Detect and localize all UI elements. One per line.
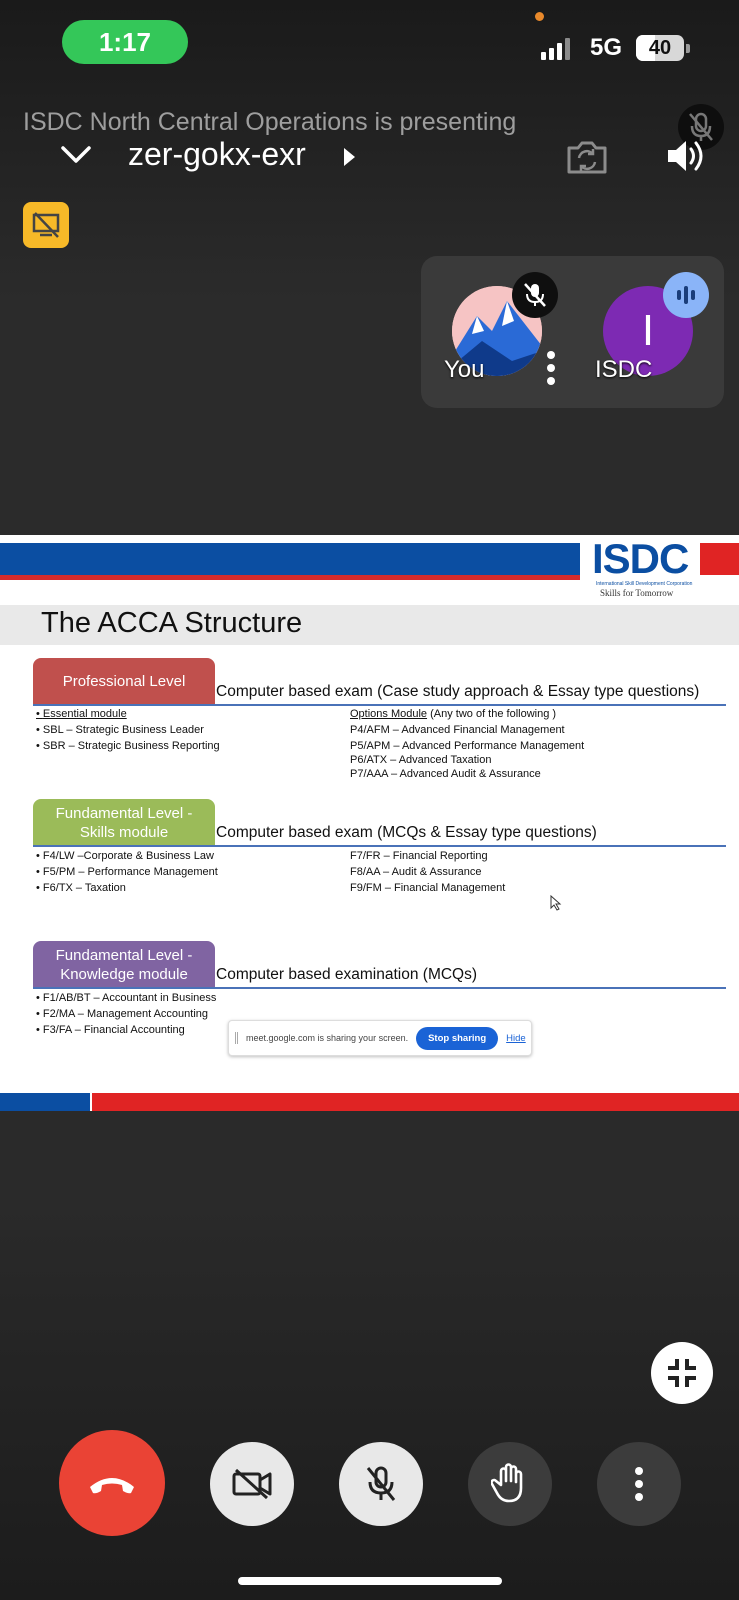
participant-label-isdc: ISDC (595, 356, 653, 383)
share-banner-text: meet.google.com is sharing your screen. (246, 1033, 409, 1043)
options-module-heading: Options Module (Any two of the following ) (350, 708, 557, 720)
more-vert-icon[interactable] (545, 350, 557, 386)
meeting-code[interactable]: zer-gokx-exr (128, 136, 306, 172)
mouse-cursor-icon (550, 895, 562, 911)
list-item: F9/FM – Financial Management (350, 882, 506, 894)
raise-hand-icon (491, 1463, 529, 1505)
battery-nub (686, 44, 690, 53)
list-item: P6/ATX – Advanced Taxation (350, 754, 492, 766)
list-item: F7/FR – Financial Reporting (350, 850, 488, 862)
logo-tagline: Skills for Tomorrow (600, 588, 674, 598)
knowledge-exam-text: Computer based examination (MCQs) (216, 966, 478, 983)
end-call-button[interactable] (59, 1430, 165, 1536)
logo-subtitle: International Skill Development Corporation (596, 581, 693, 587)
professional-divider (33, 704, 726, 706)
status-time: 1:17 (62, 20, 188, 64)
chevron-down-icon[interactable] (58, 140, 94, 170)
more-options-button[interactable] (597, 1442, 681, 1526)
exit-fullscreen-icon[interactable] (651, 1342, 713, 1404)
slide-title: The ACCA Structure (41, 607, 303, 639)
camera-toggle-button[interactable] (210, 1442, 294, 1526)
home-indicator[interactable] (238, 1577, 502, 1585)
knowledge-divider (33, 987, 726, 989)
professional-exam-text: Computer based exam (Case study approach & Essay type questions) (216, 683, 700, 700)
screen-share-off-icon[interactable] (23, 202, 69, 248)
speaking-icon (663, 272, 709, 318)
professional-level-label: Professional Level (62, 673, 186, 690)
shared-screen (0, 535, 739, 1111)
list-item: P5/APM – Advanced Performance Management (350, 740, 585, 752)
list-item: P4/AFM – Advanced Financial Management (350, 724, 565, 736)
camera-flip-icon[interactable] (565, 138, 609, 176)
end-call-icon (86, 1471, 138, 1495)
mic-off-icon (363, 1464, 399, 1504)
slide-header-strip (0, 575, 580, 580)
avatar-isdc[interactable]: I (603, 286, 693, 376)
list-item: • F3/FA – Financial Accounting (36, 1024, 185, 1036)
stop-sharing-button[interactable]: Stop sharing (416, 1027, 498, 1050)
list-item: • F6/TX – Taxation (36, 882, 126, 894)
signal-icon (541, 36, 570, 60)
privacy-indicator (535, 12, 544, 21)
skills-divider (33, 845, 726, 847)
logo-red-block (700, 543, 739, 575)
camera-off-icon (231, 1467, 273, 1501)
mic-toggle-button[interactable] (339, 1442, 423, 1526)
skills-exam-text: Computer based exam (MCQs & Essay type questions) (216, 824, 597, 841)
knowledge-level-box (33, 941, 215, 989)
skills-level-box (33, 799, 215, 847)
participant-label-you: You (444, 356, 485, 383)
list-item: F8/AA – Audit & Assurance (350, 866, 482, 878)
more-vert-icon (633, 1466, 645, 1502)
screen-share-banner (228, 1020, 532, 1056)
hide-link[interactable]: Hide (506, 1032, 526, 1044)
list-item: • F2/MA – Management Accounting (36, 1008, 209, 1020)
mic-off-icon (512, 272, 558, 318)
battery-icon (636, 35, 684, 61)
speaker-icon[interactable] (665, 136, 709, 176)
presenting-banner: ISDC North Central Operations is presenting (23, 108, 517, 136)
list-item: • SBL – Strategic Business Leader (36, 724, 204, 736)
list-item: • F1/AB/BT – Accountant in Business (36, 992, 217, 1004)
list-item: • F5/PM – Performance Management (36, 866, 218, 878)
drag-handle-icon[interactable] (235, 1032, 238, 1044)
knowledge-label-line1: Fundamental Level - (55, 947, 193, 964)
battery-level: 40 (648, 36, 672, 59)
list-item: • Essential module (36, 708, 127, 720)
list-item: • SBR – Strategic Business Reporting (36, 740, 220, 752)
skills-label-line2: Skills module (79, 824, 169, 841)
slide-footer-blue (0, 1093, 90, 1111)
raise-hand-button[interactable] (468, 1442, 552, 1526)
meeting-info-arrow-icon[interactable] (344, 148, 355, 166)
isdc-logo: ISDC (592, 535, 689, 582)
network-type: 5G (590, 34, 623, 61)
list-item: P7/AAA – Advanced Audit & Assurance (350, 768, 541, 780)
slide-header-bar (0, 543, 580, 575)
skills-label-line1: Fundamental Level - (55, 805, 193, 822)
professional-level-box (33, 658, 215, 705)
knowledge-label-line2: Knowledge module (60, 966, 188, 983)
slide-footer-red (92, 1093, 739, 1111)
list-item: • F4/LW –Corporate & Business Law (36, 850, 214, 862)
